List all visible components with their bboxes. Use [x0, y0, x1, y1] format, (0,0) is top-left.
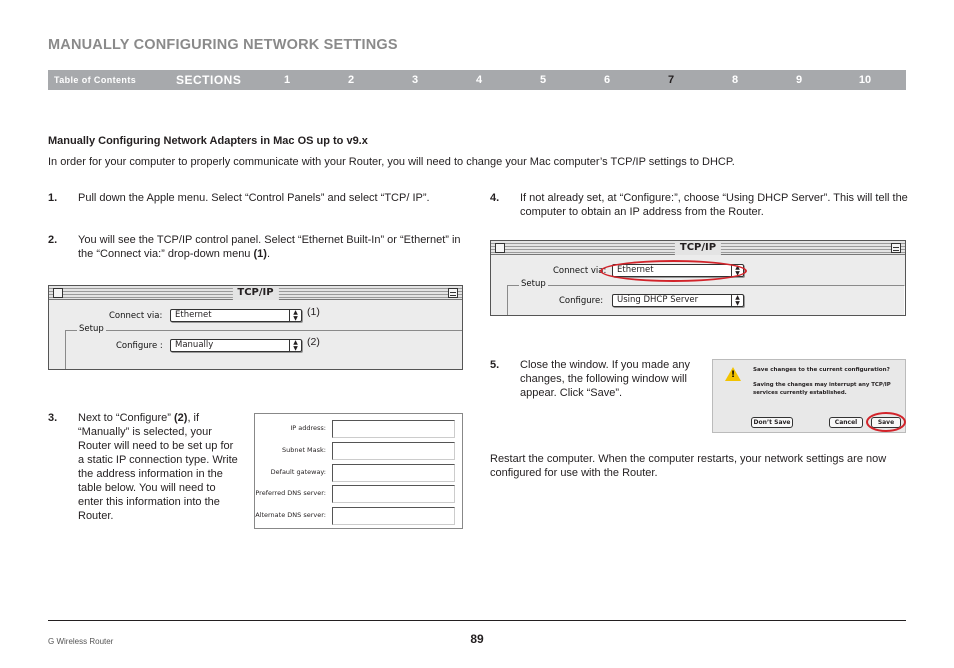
preferred-dns-field[interactable] [332, 485, 455, 503]
setup-group-label: Setup [521, 279, 546, 289]
field-label: Default gateway: [270, 468, 326, 476]
dialog-question: Save changes to the current configuration? [753, 367, 890, 373]
window-title: TCP/IP [675, 241, 721, 255]
step-text: Close the window. If you made any changes, the following window will appear. Click “Save”. [520, 359, 690, 399]
step-number: 4. [490, 192, 500, 204]
setup-group-label: Setup [79, 324, 104, 334]
step-number: 5. [490, 359, 500, 371]
step-5 [490, 358, 700, 418]
section-nav-bar [48, 70, 906, 90]
field-label: Subnet Mask: [281, 446, 326, 454]
configure-select[interactable]: Manually ▲ ▼ [170, 339, 302, 352]
page-number: 89 [470, 632, 484, 646]
section-link-6[interactable]: 6 [603, 74, 611, 86]
section-link-5[interactable]: 5 [539, 74, 547, 86]
callout-1: (1) [307, 306, 320, 318]
step-text: Next to “Configure” (2), if “Manually” is selected, your Router will need to be set up for a static IP connection type. Write the address information in the table below. You will need to enter this information into the Router. [78, 412, 238, 522]
step-1 [48, 191, 468, 221]
popup-arrows-icon: ▲ ▼ [731, 265, 743, 276]
callout-ref: (1) [253, 248, 267, 260]
highlight-ring [866, 412, 906, 432]
step-text: If not already set, at “Configure:”, choose “Using DHCP Server”. This will tell the computer to obtain an IP address from the Router. [520, 192, 908, 218]
popup-arrows-icon: ▲ ▼ [731, 295, 743, 306]
window-title: TCP/IP [232, 286, 278, 300]
close-box-icon[interactable] [495, 243, 505, 253]
collapse-box-icon[interactable] [448, 288, 458, 298]
field-label: Preferred DNS server: [255, 489, 326, 497]
step-3 [48, 411, 248, 541]
section-link-1[interactable]: 1 [283, 74, 291, 86]
collapse-box-icon[interactable] [891, 243, 901, 253]
highlight-ring [600, 260, 747, 282]
form-row-subnet-mask [255, 442, 462, 460]
section-link-9[interactable]: 9 [795, 74, 803, 86]
callout-2: (2) [307, 336, 320, 348]
section-link-2[interactable]: 2 [347, 74, 355, 86]
subnet-mask-field[interactable] [332, 442, 455, 460]
footer-product-name: G Wireless Router [48, 637, 114, 646]
connect-via-select[interactable]: Ethernet ▲ ▼ [612, 264, 744, 277]
section-title: Manually Configuring Network Adapters in Mac OS up to v9.x [48, 135, 368, 147]
cancel-button[interactable]: Cancel [829, 417, 863, 428]
alternate-dns-field[interactable] [332, 507, 455, 525]
ip-address-field[interactable] [332, 420, 455, 438]
default-gateway-field[interactable] [332, 464, 455, 482]
save-button[interactable]: Save [871, 417, 901, 428]
intro-paragraph: In order for your computer to properly communicate with your Router, you will need to change your Mac computer’s TCP/IP settings to DHCP. [48, 156, 735, 168]
close-box-icon[interactable] [53, 288, 63, 298]
form-row-preferred-dns [255, 485, 462, 503]
section-link-7-current[interactable]: 7 [667, 74, 675, 86]
connect-via-select[interactable]: Ethernet ▲ ▼ [170, 309, 302, 322]
warning-icon: ! [725, 367, 741, 381]
step-text: You will see the TCP/IP control panel. Select “Ethernet Built-In” or “Ethernet” in the “Connect via:” drop-down menu (1). [78, 234, 461, 260]
popup-arrows-icon: ▲ ▼ [289, 310, 301, 321]
section-link-8[interactable]: 8 [731, 74, 739, 86]
table-of-contents-link[interactable]: Table of Contents [54, 75, 137, 85]
step-number: 1. [48, 192, 58, 204]
step-4 [490, 191, 910, 221]
save-changes-dialog [712, 359, 906, 433]
form-row-ip-address [255, 420, 462, 438]
restart-paragraph: Restart the computer. When the computer restarts, your network settings are now configured for use with the Router. [490, 453, 887, 479]
tcpip-window-dhcp [490, 240, 906, 316]
dont-save-button[interactable]: Don’t Save [751, 417, 793, 428]
field-label: IP address: [290, 424, 326, 432]
callout-ref: (2) [173, 412, 188, 424]
ip-address-form [254, 413, 463, 529]
section-link-10[interactable]: 10 [858, 74, 872, 86]
configure-label: Configure : [116, 341, 163, 351]
window-title-bar [491, 241, 905, 255]
footer-divider [48, 620, 906, 621]
section-link-3[interactable]: 3 [411, 74, 419, 86]
popup-arrows-icon: ▲ ▼ [289, 340, 301, 351]
configure-select[interactable]: Using DHCP Server ▲ ▼ [612, 294, 744, 307]
page-header-title: MANUALLY CONFIGURING NETWORK SETTINGS [48, 37, 398, 53]
step-number: 3. [48, 412, 58, 424]
tcpip-window-manual [48, 285, 463, 370]
form-row-alternate-dns [255, 507, 462, 525]
dialog-message: Saving the changes may interrupt any TCP/IP services currently established. [753, 382, 891, 396]
field-label: Alternate DNS server: [255, 511, 326, 519]
connect-via-label: Connect via: [109, 311, 163, 321]
window-title-bar [49, 286, 462, 300]
form-row-default-gateway [255, 464, 462, 482]
sections-label: SECTIONS [176, 73, 242, 87]
step-number: 2. [48, 234, 58, 246]
connect-via-label: Connect via: [553, 266, 607, 276]
step-2 [48, 233, 468, 263]
section-link-4[interactable]: 4 [475, 74, 483, 86]
configure-label: Configure: [559, 296, 604, 306]
step-text: Pull down the Apple menu. Select “Control Panels” and select “TCP/ IP”. [78, 192, 430, 204]
